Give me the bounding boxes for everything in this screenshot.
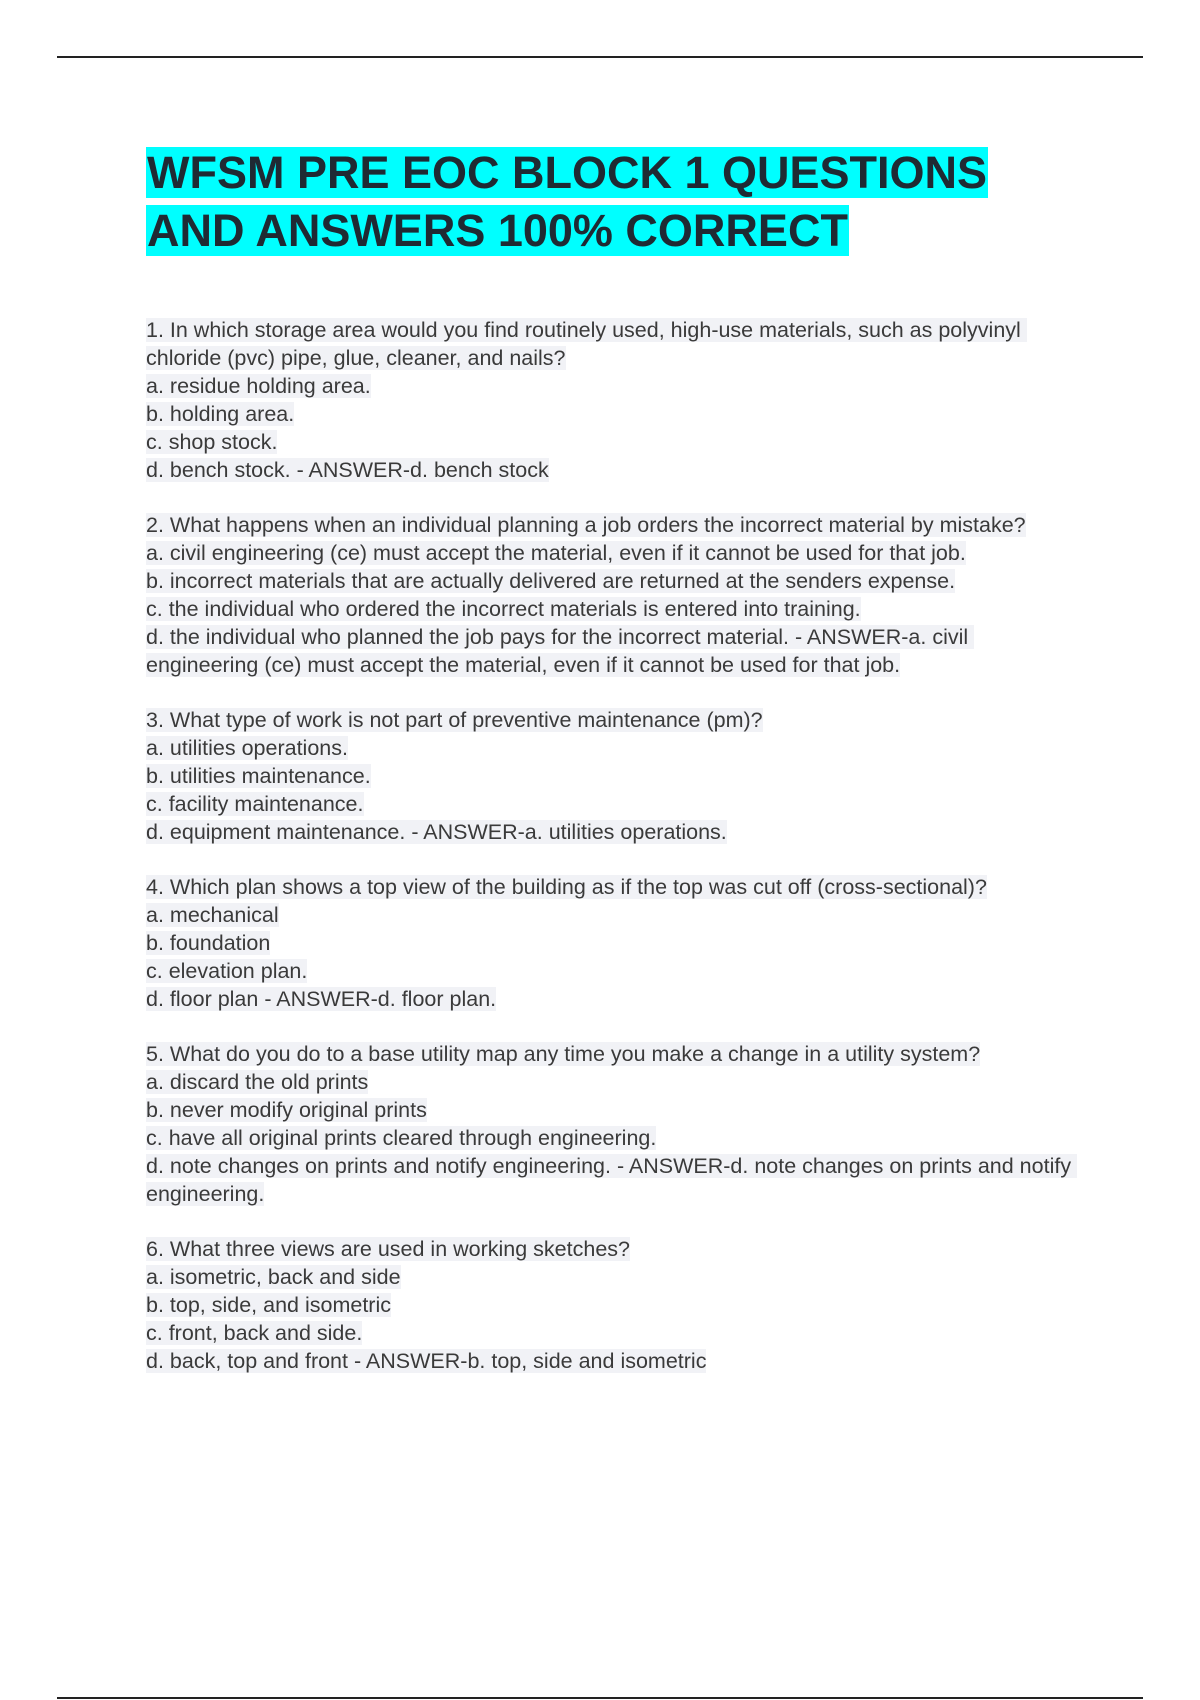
answer-option: c. elevation plan. bbox=[146, 959, 308, 983]
document-body bbox=[146, 144, 1086, 1402]
answer-option: d. bench stock. - ANSWER-d. bench stock bbox=[146, 458, 549, 482]
question-block bbox=[146, 316, 1086, 484]
answer-option: b. top, side, and isometric bbox=[146, 1293, 391, 1317]
question-block bbox=[146, 511, 1086, 679]
question-text: 6. What three views are used in working sketches? bbox=[146, 1237, 630, 1261]
answer-option: c. shop stock. bbox=[146, 430, 278, 454]
question-text: 2. What happens when an individual planning a job orders the incorrect material by mistake? bbox=[146, 513, 1026, 537]
answer-option: a. utilities operations. bbox=[146, 736, 348, 760]
question-block bbox=[146, 873, 1086, 1013]
answer-option: a. residue holding area. bbox=[146, 374, 371, 398]
bottom-rule bbox=[57, 1697, 1143, 1699]
answer-option: b. utilities maintenance. bbox=[146, 764, 371, 788]
question-block bbox=[146, 1235, 1086, 1375]
answer-option: a. civil engineering (ce) must accept the material, even if it cannot be used for that job. bbox=[146, 541, 966, 565]
document-title: WFSM PRE EOC BLOCK 1 QUESTIONS AND ANSWERS 100% CORRECT bbox=[147, 147, 988, 256]
answer-option: d. floor plan - ANSWER-d. floor plan. bbox=[146, 987, 497, 1011]
answer-option: a. mechanical bbox=[146, 903, 279, 927]
answer-option: d. note changes on prints and notify engineering. - ANSWER-d. note changes on prints and notify engineering. bbox=[146, 1154, 1078, 1206]
answer-option: a. discard the old prints bbox=[146, 1070, 369, 1094]
question-text: 4. Which plan shows a top view of the building as if the top was cut off (cross-sectional)? bbox=[146, 875, 987, 899]
answer-option: c. have all original prints cleared through engineering. bbox=[146, 1126, 657, 1150]
answer-option: d. back, top and front - ANSWER-b. top, side and isometric bbox=[146, 1349, 707, 1373]
question-text: 1. In which storage area would you find routinely used, high-use materials, such as polyvinyl chloride (pvc) pipe, glue, cleaner, and nails? bbox=[146, 318, 1027, 370]
question-block bbox=[146, 1040, 1086, 1208]
answer-option: b. holding area. bbox=[146, 402, 295, 426]
answer-option: c. facility maintenance. bbox=[146, 792, 364, 816]
question-text: 3. What type of work is not part of preventive maintenance (pm)? bbox=[146, 708, 763, 732]
answer-option: d. the individual who planned the job pays for the incorrect material. - ANSWER-a. civil engineering (ce) must accept the material, even if it cannot be used for that job. bbox=[146, 625, 975, 677]
answer-option: b. never modify original prints bbox=[146, 1098, 427, 1122]
question-block bbox=[146, 706, 1086, 846]
answer-option: d. equipment maintenance. - ANSWER-a. utilities operations. bbox=[146, 820, 727, 844]
question-text: 5. What do you do to a base utility map any time you make a change in a utility system? bbox=[146, 1042, 981, 1066]
question-list bbox=[146, 316, 1086, 1375]
answer-option: c. the individual who ordered the incorrect materials is entered into training. bbox=[146, 597, 861, 621]
answer-option: a. isometric, back and side bbox=[146, 1265, 401, 1289]
top-rule bbox=[57, 56, 1143, 58]
answer-option: c. front, back and side. bbox=[146, 1321, 363, 1345]
answer-option: b. incorrect materials that are actually delivered are returned at the senders expense. bbox=[146, 569, 956, 593]
answer-option: b. foundation bbox=[146, 931, 271, 955]
